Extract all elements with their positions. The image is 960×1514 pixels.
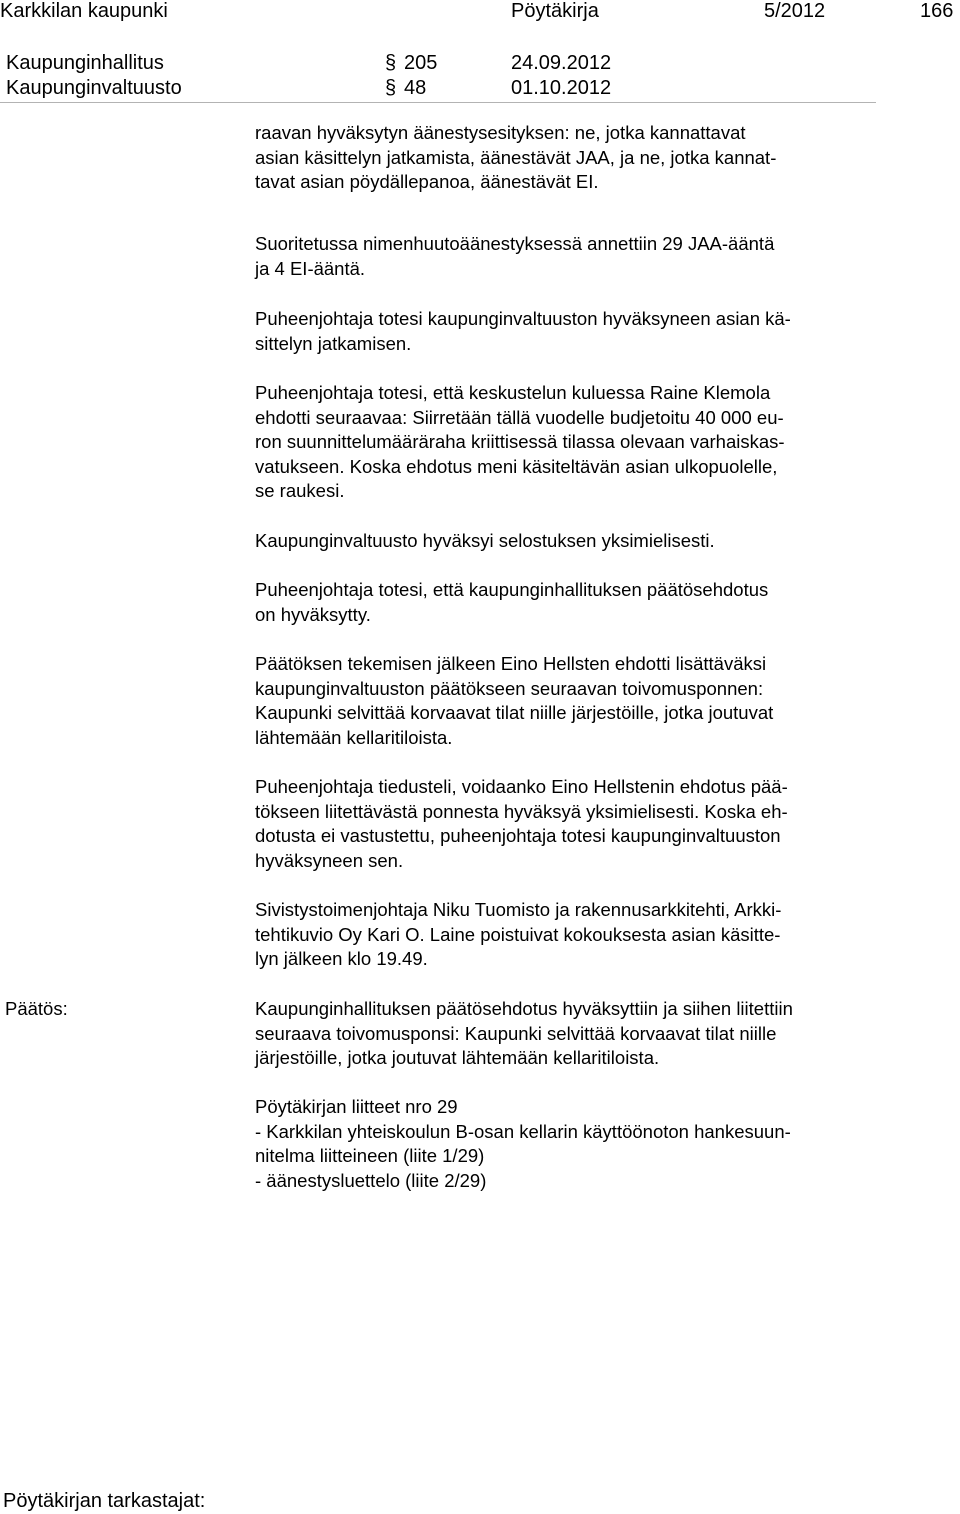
body-name-2: Kaupunginvaltuusto	[6, 77, 182, 99]
paragraph-chair-statement	[255, 307, 895, 356]
text-line: Kaupunki selvittää korvaavat tilat niille järjestöille, jotka joutuvat	[255, 702, 774, 723]
issue-number: 5/2012	[764, 0, 826, 22]
text-line: Päätöksen tekemisen jälkeen Eino Hellsten ehdotti lisättäväksi	[255, 653, 767, 674]
signers-label: Pöytäkirjan tarkastajat:	[3, 1490, 206, 1512]
text-line: Puheenjohtaja totesi, että keskustelun kuluessa Raine Klemola	[255, 382, 771, 403]
decision-label: Päätös:	[5, 998, 68, 1019]
text-line: Puheenjohtaja totesi kaupunginvaltuuston hyväksyneen asian kä-	[255, 308, 791, 329]
text-line: Suoritetussa nimenhuutoäänestyksessä annettiin 29 JAA-ääntä	[255, 233, 775, 254]
text-line: järjestöille, jotka joutuvat lähtemään kellaritiloista.	[255, 1047, 660, 1068]
meeting-date-2: 01.10.2012	[511, 77, 612, 99]
text-line: tökseen liitettävästä ponnesta hyväksyä yksimielisesti. Koska eh-	[255, 800, 788, 822]
text-line: asian käsittelyn jatkamista, äänestävät JAA, ja ne, jotka kannat-	[255, 146, 777, 168]
text-line: raavan hyväksytyn äänestysesityksen: ne, jotka kannattavat	[255, 122, 746, 143]
text-line: sittelyn jatkamisen.	[255, 332, 412, 354]
body-name-1: Kaupunginhallitus	[6, 52, 164, 74]
paragraph-attachments	[255, 1095, 895, 1193]
page-number: 166	[920, 0, 954, 22]
section-mark-2: §	[385, 77, 397, 99]
text-line: nitelma liitteineen (liite 1/29)	[255, 1145, 485, 1166]
text-line: lyn jälkeen klo 19.49.	[255, 948, 428, 969]
header-divider	[0, 102, 876, 103]
paragraph-chair-inquiry	[255, 775, 895, 873]
text-line: Pöytäkirjan liitteet nro 29	[255, 1096, 458, 1117]
text-line: tavat asian pöydällepanoa, äänestävät EI.	[255, 171, 599, 192]
text-line: ja 4 EI-ääntä.	[255, 257, 366, 279]
paragraph-hellsten-proposal	[255, 652, 895, 750]
text-line: dotusta ei vastustettu, puheenjohtaja totesi kaupunginvaltuuston	[255, 825, 781, 846]
text-line: Kaupunginhallituksen päätösehdotus hyväksyttiin ja siihen liitettiin	[255, 998, 793, 1019]
paragraph-proposal-accepted	[255, 578, 895, 627]
text-line: se raukesi.	[255, 480, 345, 501]
text-line: kaupunginvaltuuston päätökseen seuraavan toivomusponnen:	[255, 677, 764, 699]
text-line: - Karkkilan yhteiskoulun B-osan kellarin käyttöönoton hankesuun-	[255, 1120, 791, 1142]
section-number-2: 48	[404, 77, 427, 99]
text-line: Kaupunginvaltuusto hyväksyi selostuksen yksimielisesti.	[255, 530, 715, 551]
text-line: seuraava toivomusponsi: Kaupunki selvittää korvaavat tilat niille	[255, 1022, 777, 1044]
paragraph-vote-result	[255, 232, 895, 281]
text-line: Sivistystoimenjohtaja Niku Tuomisto ja rakennusarkkitehti, Arkki-	[255, 899, 782, 920]
text-line: ron suunnittelumääräraha kriittisessä tilassa olevaan varhaiskas-	[255, 431, 785, 452]
paragraph-departures	[255, 898, 895, 972]
text-line: ehdotti seuraavaa: Siirretään tällä vuodelle budjetoitu 40 000 eu-	[255, 406, 784, 428]
text-line: - äänestysluettelo (liite 2/29)	[255, 1169, 487, 1191]
text-line: Puheenjohtaja tiedusteli, voidaanko Eino Hellstenin ehdotus pää-	[255, 776, 788, 797]
meeting-date-1: 24.09.2012	[511, 52, 612, 74]
paragraph-klemola-proposal	[255, 381, 895, 504]
text-line: hyväksyneen sen.	[255, 849, 404, 871]
paragraph-decision	[255, 997, 895, 1071]
text-line: on hyväksytty.	[255, 603, 371, 625]
paragraph-vote-proposal	[255, 121, 895, 195]
section-mark-1: §	[385, 52, 397, 74]
text-line: Puheenjohtaja totesi, että kaupunginhallituksen päätösehdotus	[255, 579, 769, 600]
paragraph-approval	[255, 529, 895, 554]
section-number-1: 205	[404, 52, 438, 74]
text-line: lähtemään kellaritiloista.	[255, 726, 453, 748]
organization-name: Karkkilan kaupunki	[0, 0, 168, 22]
text-line: tehtikuvio Oy Kari O. Laine poistuivat kokouksesta asian käsitte-	[255, 923, 781, 945]
document-type: Pöytäkirja	[511, 0, 599, 22]
text-line: vatukseen. Koska ehdotus meni käsiteltävän asian ulkopuolelle,	[255, 455, 778, 477]
